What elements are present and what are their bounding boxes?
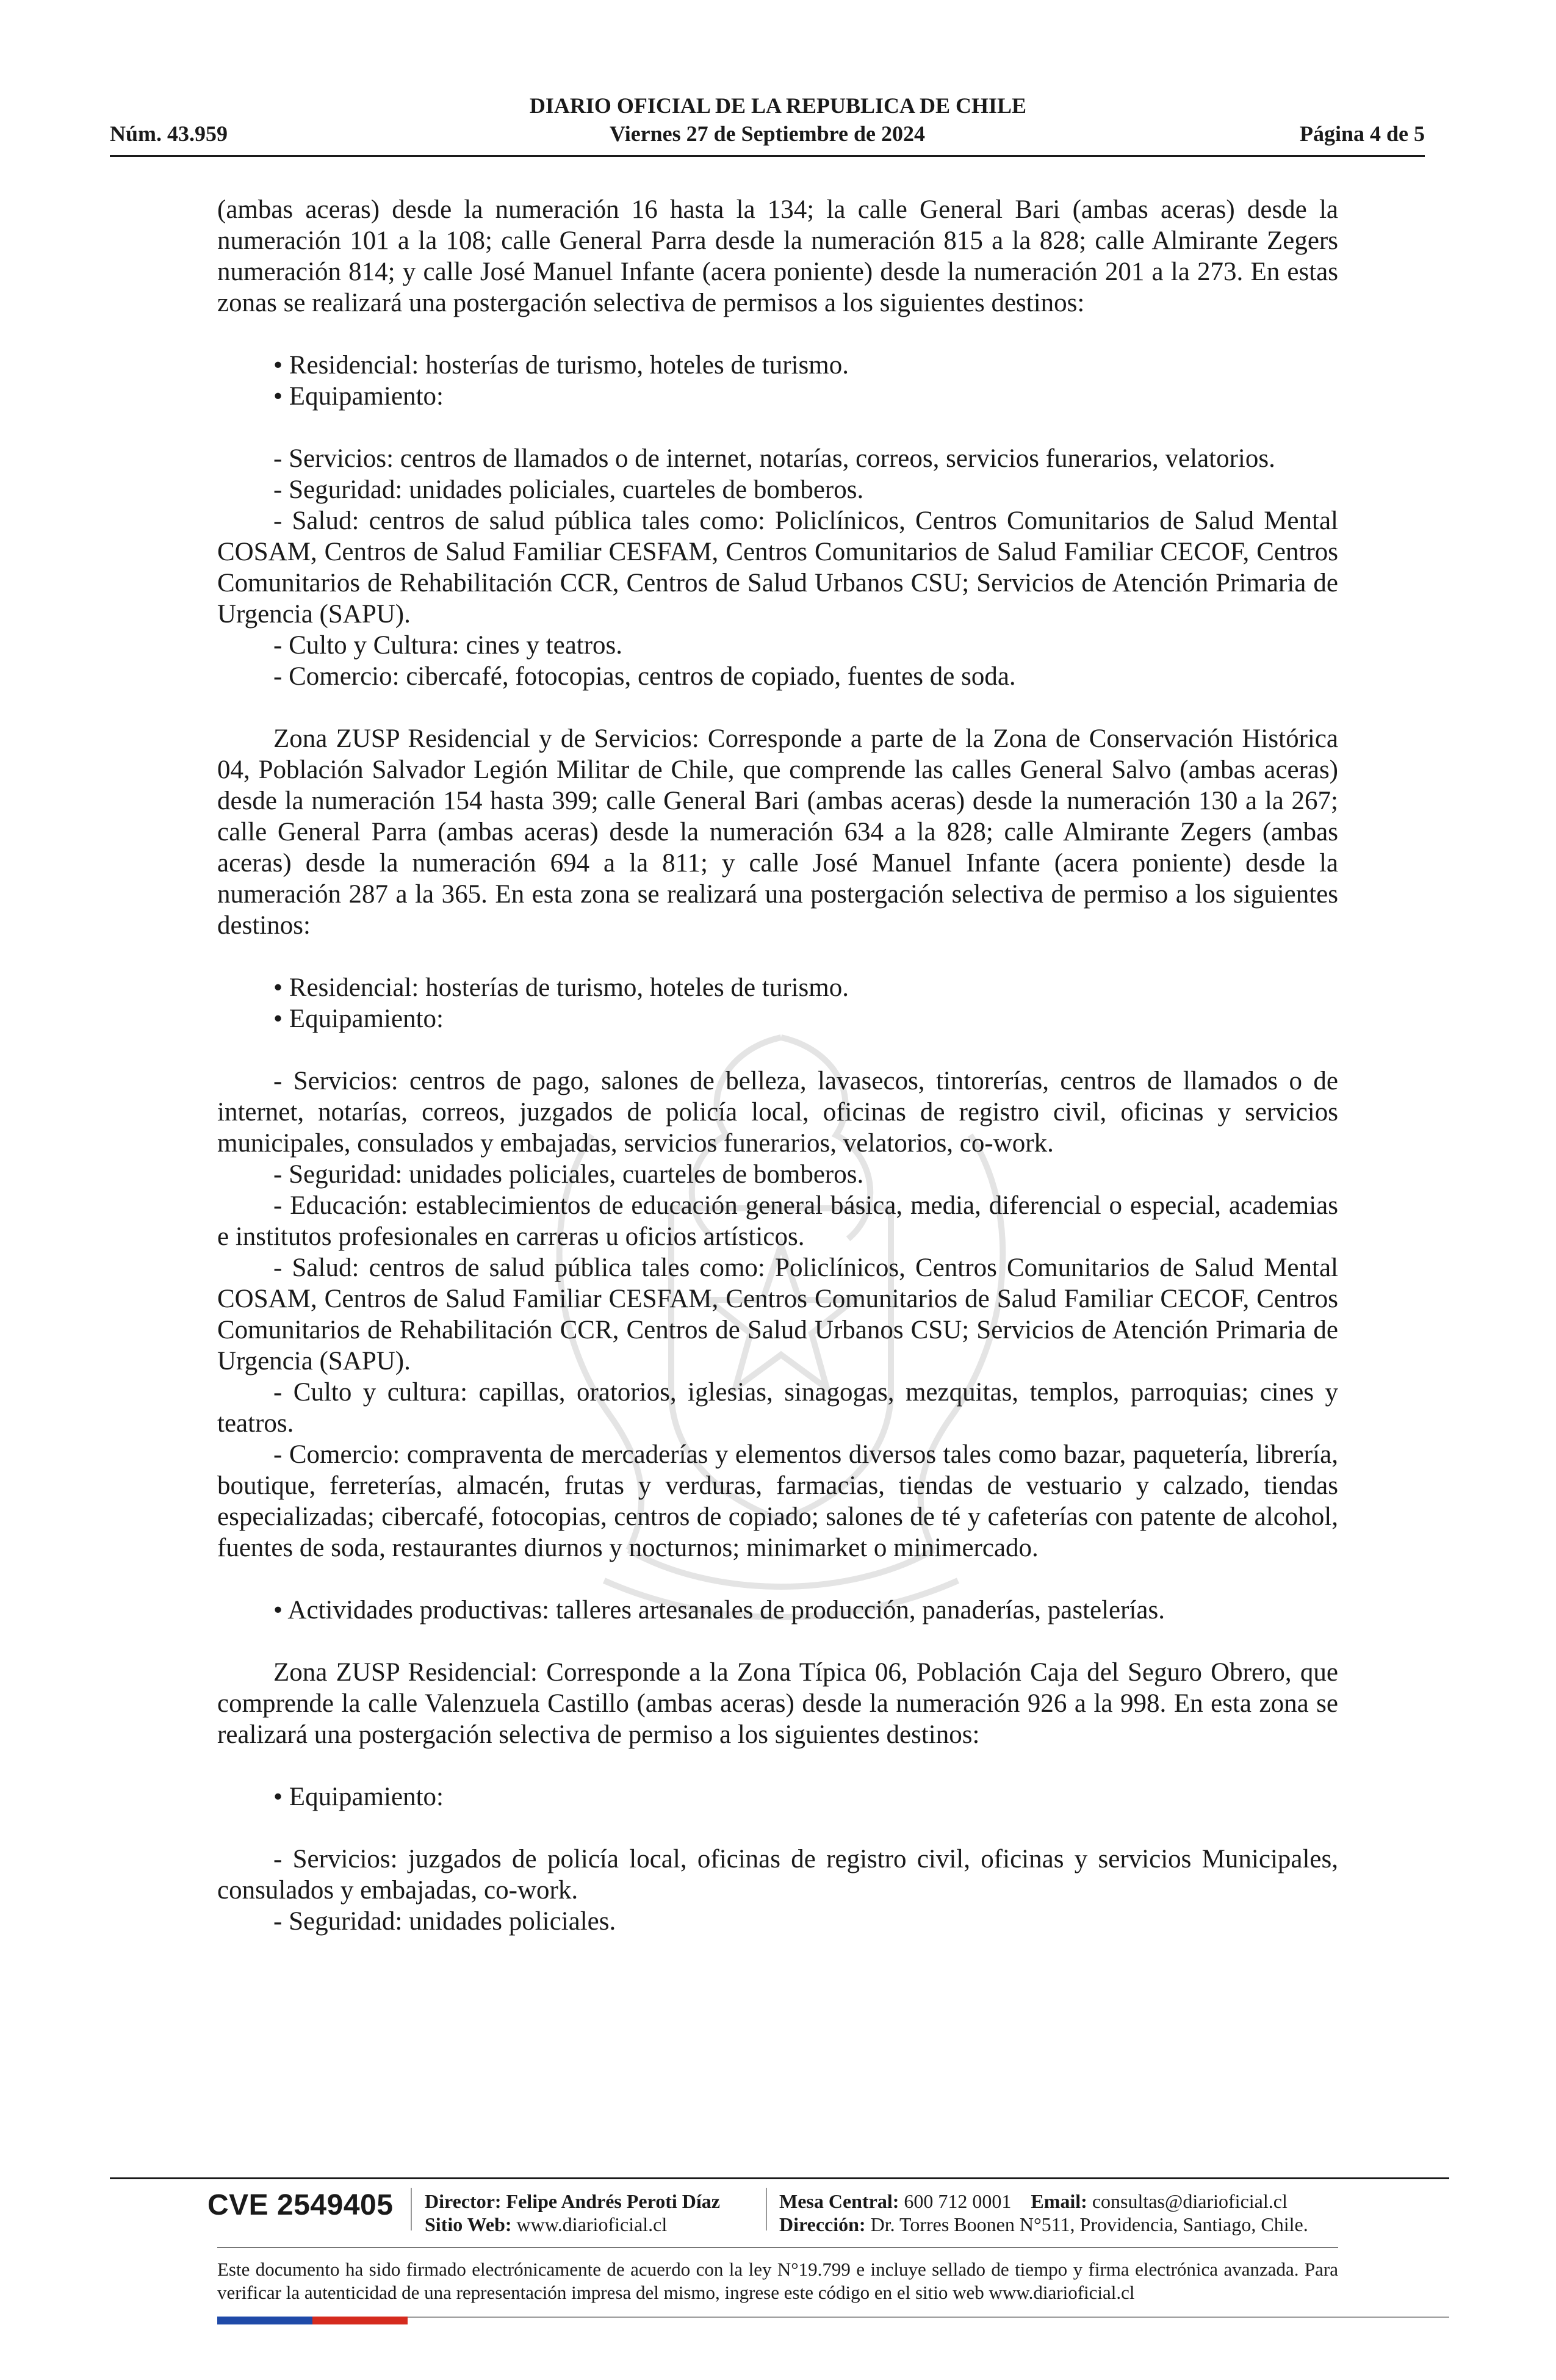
body-paragraph: - Salud: centros de salud pública tales como: Policlínicos, Centros Comunitarios de Salud Mental COSAM, Centros de Salud Familiar CESFAM, Centros Comunitarios de Salud Familiar CECOF, Centros Comunitarios de Rehabilitación CCR, Centros de Salud Urbanos CSU; Servicios de Atención Primaria de Urgencia (SAPU).	[217, 507, 1338, 629]
cve-code: CVE 2549405	[207, 2189, 394, 2221]
paragraph-spacer	[217, 1563, 1338, 1595]
footer-contact-block	[779, 2190, 1308, 2236]
chile-flag-stripe	[217, 2317, 408, 2324]
bullet-item: • Equipamiento:	[273, 382, 444, 411]
footer-divider-mid	[217, 2247, 1338, 2248]
paragraph-spacer	[217, 319, 1338, 350]
bullet-item: • Equipamiento:	[273, 1783, 444, 1811]
paragraph-spacer	[217, 1034, 1338, 1066]
paragraph-spacer	[217, 941, 1338, 972]
director-label: Director:	[425, 2190, 502, 2212]
legal-notice: Este documento ha sido firmado electrónicamente de acuerdo con la ley N°19.799 e incluye sellado de tiempo y firma electrónica avanzada. Para verificar la autenticidad de una representación impresa del mismo, ingrese este código en el sitio web www.diarioficial.cl	[217, 2259, 1338, 2303]
address-text: Dr. Torres Boonen N°511, Providencia, Santiago, Chile.	[870, 2213, 1308, 2235]
body-paragraph: - Culto y cultura: capillas, oratorios, iglesias, sinagogas, mezquitas, templos, parroquias; cines y teatros.	[217, 1378, 1338, 1438]
issue-date: Viernes 27 de Septiembre de 2024	[610, 121, 925, 146]
paragraph-spacer	[217, 412, 1338, 443]
body-paragraph: - Servicios: centros de pago, salones de belleza, lavasecos, tintorerías, centros de llamados o de internet, notarías, correos, juzgados de policía local, oficinas de registro civil, oficinas y servicios municipales, consulados y embajadas, servicios funerarios, velatorios, co-work.	[217, 1067, 1338, 1158]
paragraph-spacer	[217, 1812, 1338, 1844]
header-divider	[110, 155, 1425, 157]
flag-blue-segment	[217, 2317, 312, 2324]
bullet-item: • Equipamiento:	[273, 1004, 444, 1033]
footer-divider-top	[110, 2177, 1449, 2179]
director-name: Felipe Andrés Peroti Díaz	[506, 2190, 720, 2212]
body-paragraph: - Seguridad: unidades policiales, cuarteles de bomberos.	[273, 475, 864, 504]
flag-red-segment	[312, 2317, 408, 2324]
email-link[interactable]: consultas@diarioficial.cl	[1092, 2190, 1288, 2212]
footer-director-block	[425, 2190, 720, 2236]
body-paragraph: Zona ZUSP Residencial y de Servicios: Corresponde a parte de la Zona de Conservación Histórica 04, Población Salvador Legión Militar de Chile, que comprende las calles General Salvo (ambas aceras) desde la numeración 154 hasta 399; calle General Bari (ambas aceras) desde la numeración 130 a la 267; calle General Parra (ambas aceras) desde la numeración 634 a la 828; calle Almirante Zegers (ambas aceras) desde la numeración 694 a la 811; y calle José Manuel Infante (acera poniente) desde la numeración 287 a la 365. En esta zona se realizará una postergación selectiva de permiso a los siguientes destinos:	[217, 724, 1338, 940]
footer-separator	[411, 2188, 412, 2230]
email-label: Email:	[1031, 2190, 1087, 2212]
paragraph-spacer	[217, 1750, 1338, 1781]
body-paragraph: - Culto y Cultura: cines y teatros.	[273, 631, 623, 660]
issue-number: Núm. 43.959	[110, 121, 228, 146]
website-label: Sitio Web:	[425, 2213, 512, 2235]
paragraph-spacer	[217, 1626, 1338, 1657]
body-paragraph: (ambas aceras) desde la numeración 16 hasta la 134; la calle General Bari (ambas aceras) desde la numeración 101 a la 108; calle General Parra desde la numeración 815 a la 828; calle Almirante Zegers numeración 814; y calle José Manuel Infante (acera poniente) desde la numeración 201 a la 273. En estas zonas se realizará una postergación selectiva de permisos a los siguientes destinos:	[217, 195, 1338, 317]
address-label: Dirección:	[779, 2213, 866, 2235]
bullet-item: • Residencial: hosterías de turismo, hoteles de turismo.	[273, 973, 849, 1002]
body-paragraph: - Seguridad: unidades policiales.	[273, 1907, 616, 1936]
bullet-item: • Residencial: hosterías de turismo, hoteles de turismo.	[273, 351, 849, 380]
mesa-phone: 600 712 0001	[904, 2190, 1012, 2212]
bullet-item: • Actividades productivas: talleres artesanales de producción, panaderías, pastelerías.	[273, 1596, 1165, 1625]
body-paragraph: - Servicios: centros de llamados o de internet, notarías, correos, servicios funerarios, velatorios.	[273, 444, 1275, 473]
body-paragraph: Zona ZUSP Residencial: Corresponde a la Zona Típica 06, Población Caja del Seguro Obrero, que comprende la calle Valenzuela Castillo (ambas aceras) desde la numeración 926 a la 998. En esta zona se realizará una postergación selectiva de permiso a los siguientes destinos:	[217, 1658, 1338, 1749]
footer-separator	[766, 2188, 767, 2230]
body-paragraph: - Educación: establecimientos de educación general básica, media, diferencial o especial, academias e institutos profesionales en carreras u oficios artísticos.	[217, 1191, 1338, 1251]
body-paragraph: - Salud: centros de salud pública tales como: Policlínicos, Centros Comunitarios de Salud Mental COSAM, Centros de Salud Familiar CESFAM, Centros Comunitarios de Salud Familiar CECOF, Centros Comunitarios de Rehabilitación CCR, Centros de Salud Urbanos CSU; Servicios de Atención Primaria de Urgencia (SAPU).	[217, 1253, 1338, 1376]
body-paragraph: - Comercio: compraventa de mercaderías y elementos diversos tales como bazar, paquetería, librería, boutique, ferreterías, almacén, frutas y verduras, farmacias, tiendas de vestuario y calzado, tiendas especializadas; cibercafé, fotocopias, centros de copiado; salones de té y cafeterías con patente de alcohol, fuentes de soda, restaurantes diurnos y nocturnos; minimarket o minimercado.	[217, 1440, 1338, 1562]
body-paragraph: - Servicios: juzgados de policía local, oficinas de registro civil, oficinas y servicios Municipales, consulados y embajadas, co-work.	[217, 1845, 1338, 1905]
footer-divider-bottom	[408, 2317, 1449, 2318]
page-indicator: Página 4 de 5	[1299, 121, 1425, 146]
newspaper-title: DIARIO OFICIAL DE LA REPUBLICA DE CHILE	[529, 93, 1027, 118]
website-link[interactable]: www.diarioficial.cl	[516, 2213, 668, 2235]
paragraph-spacer	[217, 692, 1338, 723]
body-paragraph: - Comercio: cibercafé, fotocopias, centros de copiado, fuentes de soda.	[273, 662, 1016, 691]
document-body	[217, 194, 1338, 1937]
header-row	[110, 121, 1425, 149]
mesa-label: Mesa Central:	[779, 2190, 899, 2212]
body-paragraph: - Seguridad: unidades policiales, cuarteles de bomberos.	[273, 1160, 864, 1189]
